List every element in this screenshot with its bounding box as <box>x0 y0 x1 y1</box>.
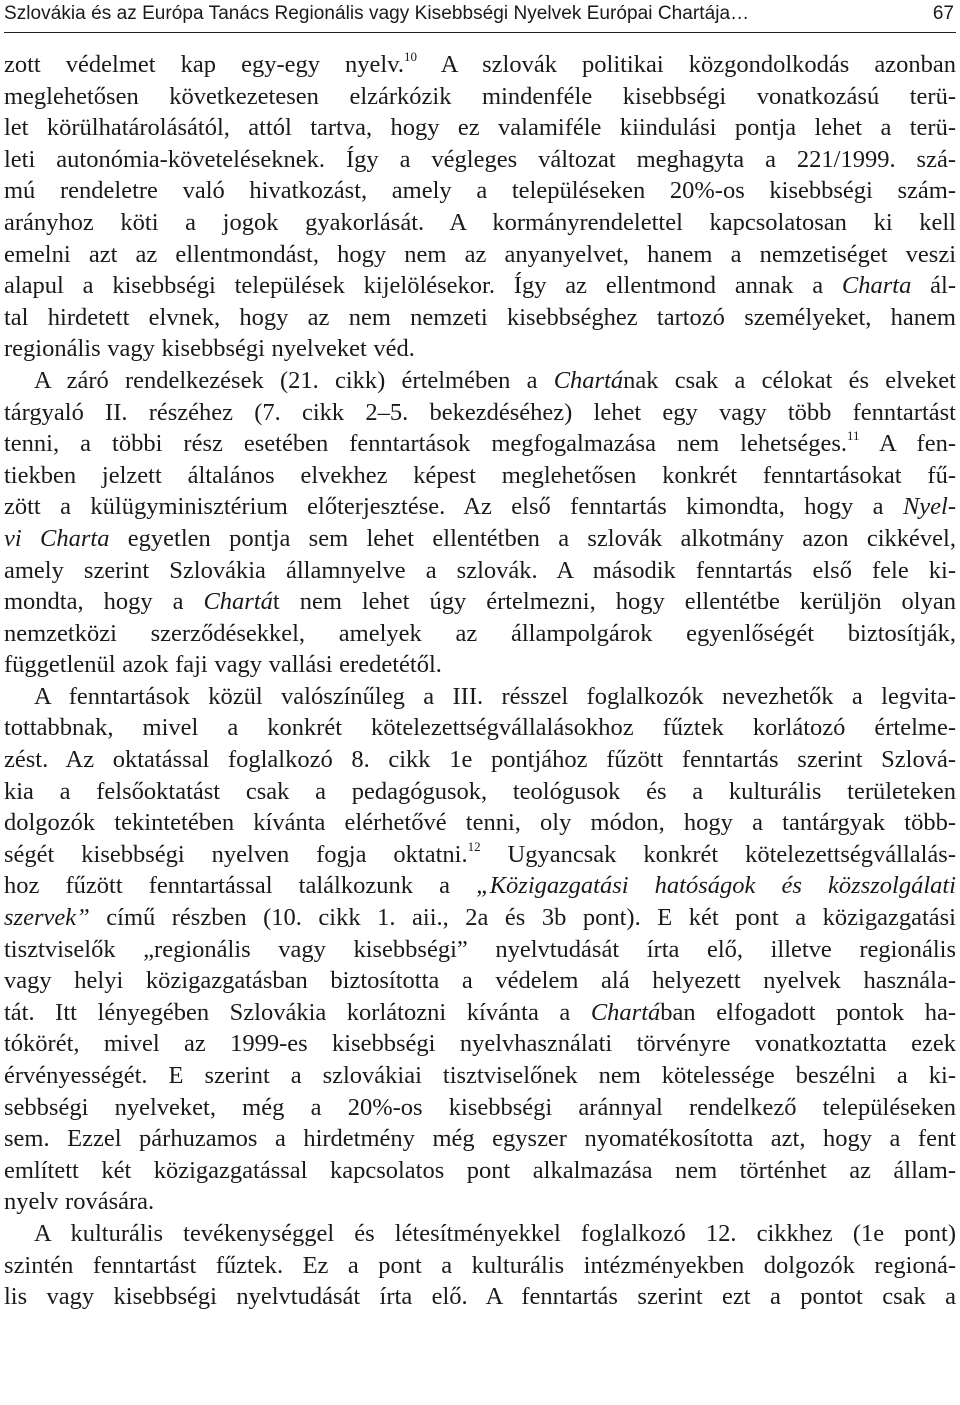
running-header <box>4 0 956 33</box>
text-run: ségét kisebbségi nyelven fogja oktatni. <box>4 840 468 868</box>
italic-text: Charta <box>841 272 912 300</box>
text-line <box>4 1028 956 1060</box>
text-run: tenni, a többi rész esetében fenntartások megfogalmazása nem lehetséges. <box>4 430 847 458</box>
text-run: A szlovák politikai közgondolkodás azonban <box>417 51 957 78</box>
text-run: mú rendeletre való hivatkozást, amely a településeken 20%-os kisebbségi szám- <box>4 177 956 205</box>
footnote-marker: 12 <box>467 838 481 854</box>
text-line <box>4 460 956 492</box>
text-line <box>4 239 956 271</box>
text-line <box>4 681 956 713</box>
text-run: nemzetközi szerződésekkel, amelyek az állampolgárok egyenlőségét biztosítják, <box>4 619 956 647</box>
text-run: meglehetősen következetesen elzárkózik mindenféle kisebbségi vonatkozású terü- <box>4 82 956 110</box>
footnote-marker: 10 <box>404 49 418 64</box>
text-line <box>4 1218 956 1250</box>
text-run: egyetlen pontja sem lehet ellentétben a szlovák alkotmány azon cikkével, <box>109 524 956 552</box>
text-line <box>4 1060 956 1092</box>
text-run: tal hirdetett elvnek, hogy az nem nemzeti kisebbséghez tartozó személyeket, hanem <box>4 303 956 331</box>
text-line <box>4 523 956 555</box>
text-run: kia a felsőoktatást csak a pedagógusok, teológusok és a kulturális területeken <box>4 777 956 805</box>
body-text <box>4 49 956 1313</box>
italic-text: Chartá <box>553 366 624 394</box>
text-run: regionális vagy kisebbségi nyelveket véd. <box>4 335 415 363</box>
text-line <box>4 1186 956 1218</box>
text-run: Ugyancsak konkrét kötelezettségvállalás- <box>480 840 956 868</box>
text-line <box>4 1155 956 1187</box>
italic-text: „Közigazgatási hatóságok és közszolgálati <box>476 872 956 900</box>
text-line <box>4 270 956 302</box>
text-run: amely szerint Szlovákia államnyelve a szlovák. A második fenntartás első fele ki- <box>4 556 956 584</box>
text-run: A fen- <box>859 430 956 458</box>
text-line <box>4 1281 956 1313</box>
text-line <box>4 839 956 871</box>
text-run: nak csak a célokat és elveket <box>623 366 956 394</box>
text-line <box>4 586 956 618</box>
text-run: sem. Ezzel párhuzamos a hirdetmény még egyszer nyomatékosította azt, hogy a fent <box>4 1125 956 1153</box>
text-run: tiekben jelzett általános elvekhez képest meglehetősen konkrét fenntartásokat fű- <box>4 461 956 489</box>
text-line <box>4 618 956 650</box>
text-line <box>4 175 956 207</box>
italic-text: vi Charta <box>4 524 110 552</box>
text-run: lis vagy kisebbségi nyelvtudását írta elő. A fenntartás szerint ezt a pontot csak a <box>4 1283 956 1311</box>
text-line <box>4 491 956 523</box>
text-line <box>4 776 956 808</box>
text-line <box>4 1123 956 1155</box>
text-run: nyelv rovására. <box>4 1188 155 1216</box>
italic-text: Chartá <box>590 998 661 1026</box>
text-line <box>4 333 956 365</box>
text-run: tát. Itt lényegében Szlovákia korlátozni kívánta a <box>4 998 591 1026</box>
text-line <box>4 207 956 239</box>
text-run: zött a külügyminisztérium előterjesztése. Az első fenntartás kimondta, hogy a <box>4 493 903 521</box>
text-line <box>4 902 956 934</box>
text-run: érvényességét. E szerint a szlovákiai tisztviselőnek nem kötelessége beszélni a ki- <box>4 1062 956 1089</box>
text-run: leti autonómia-követeléseknek. Így a végleges változat meghagyta a 221/1999. szá- <box>4 145 956 173</box>
text-run: szintén fenntartást fűztek. Ez a pont a kulturális intézményekben dolgozók regioná- <box>4 1251 956 1279</box>
text-line <box>4 112 956 144</box>
text-run: zott védelmet kap egy-egy nyelv. <box>4 51 405 78</box>
text-run: tisztviselők „regionális vagy kisebbségi” nyelvtudását írta elő, illetve regionális <box>4 935 956 963</box>
text-run: A záró rendelkezések (21. cikk) értelmében a <box>34 366 554 394</box>
text-run: tottabbnak, mivel a konkrét kötelezettségvállalásokhoz fűztek korlátozó értelme- <box>4 714 956 742</box>
text-run: let körülhatárolásától, attól tartva, hogy ez valamiféle kiindulási pontja lehet a terü- <box>4 114 956 142</box>
text-line <box>4 397 956 429</box>
text-run: emelni azt az ellentmondást, hogy nem az anyanyelvet, hanem a nemzetiséget veszi <box>4 240 956 268</box>
page-number: 67 <box>932 3 954 24</box>
text-run: alapul a kisebbségi települések kijelölésekor. Így az ellentmond annak a <box>4 272 842 300</box>
text-run: t nem lehet úgy értelmezni, hogy ellentétbe kerüljön olyan <box>272 588 956 616</box>
text-line <box>4 81 956 113</box>
text-run: hoz fűzött fenntartással találkozunk a <box>4 872 477 900</box>
text-line <box>4 712 956 744</box>
text-line <box>4 302 956 334</box>
italic-text: Nyel- <box>902 493 956 521</box>
text-run: említett két közigazgatással kapcsolatos pont alkalmazása nem történhet az állam- <box>4 1156 956 1184</box>
text-line <box>4 997 956 1029</box>
italic-text: Chartá <box>203 588 273 616</box>
text-line <box>4 965 956 997</box>
text-run: függetlenül azok faji vagy vallási eredetétől. <box>4 651 442 679</box>
text-line <box>4 744 956 776</box>
running-header-title: Szlovákia és az Európa Tanács Regionális vagy Kisebbségi Nyelvek Európai Chartája… <box>4 3 750 24</box>
text-run: ban elfogadott pontok ha- <box>660 998 956 1026</box>
text-run: A fenntartások közül valószínűleg a III. résszel foglalkozók nevezhetők a legvita- <box>34 682 956 710</box>
italic-text: szervek” <box>4 904 90 932</box>
text-run: ál- <box>911 272 956 300</box>
text-line <box>4 555 956 587</box>
text-line <box>4 807 956 839</box>
text-run: arányhoz köti a jogok gyakorlását. A kormányrendelettel kapcsolatosan ki kell <box>4 208 956 236</box>
text-run: zést. Az oktatással foglalkozó 8. cikk 1e pontjához fűzött fenntartás szerint Szlová- <box>4 746 956 774</box>
footnote-marker: 11 <box>846 428 860 444</box>
text-run: dolgozók tekintetében kívánta elérhetővé tenni, oly módon, hogy a tantárgyak több- <box>4 809 956 837</box>
text-line <box>4 49 956 81</box>
text-run: mondta, hogy a <box>4 588 204 616</box>
text-line <box>4 365 956 397</box>
text-run: című részben (10. cikk 1. aii., 2a és 3b pont). E két pont a közigazgatási <box>89 904 956 932</box>
text-line <box>4 144 956 176</box>
text-run: vagy helyi közigazgatásban biztosította a védelem alá helyezett nyelvek használa- <box>4 967 956 995</box>
text-run: A kulturális tevékenységgel és létesítményekkel foglalkozó 12. cikkhez (1e pont) <box>34 1219 956 1247</box>
text-line <box>4 428 956 460</box>
text-line <box>4 934 956 966</box>
text-line <box>4 1092 956 1124</box>
text-run: tókörét, mivel az 1999-es kisebbségi nyelvhasználati törvényre vonatkoztatta ezek <box>4 1030 956 1058</box>
text-line <box>4 649 956 681</box>
text-run: sebbségi nyelveket, még a 20%-os kisebbségi aránnyal rendelkező településeken <box>4 1093 956 1121</box>
text-run: tárgyaló II. részéhez (7. cikk 2–5. bekezdéséhez) lehet egy vagy több fenntartást <box>4 398 956 426</box>
text-line <box>4 870 956 902</box>
text-line <box>4 1250 956 1282</box>
